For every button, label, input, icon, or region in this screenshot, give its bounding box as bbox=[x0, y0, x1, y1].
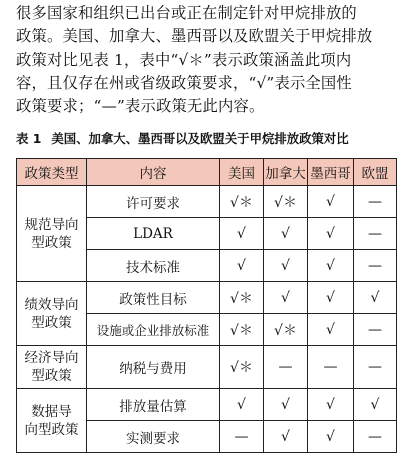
paragraph-line: 政策对比见表 1，表中“√＊”表示政策涵盖此项内 bbox=[16, 50, 352, 69]
content-cell: LDAR bbox=[87, 218, 220, 250]
eu-cell: — bbox=[354, 218, 397, 250]
table-caption-title: 美国、加拿大、墨西哥以及欧盟关于甲烷排放政策对比 bbox=[51, 131, 349, 146]
policy-type-line: 型政策 bbox=[31, 314, 72, 331]
policy-type-cell bbox=[17, 346, 87, 389]
eu-cell: √ bbox=[354, 389, 397, 421]
usa-cell: √＊ bbox=[220, 282, 264, 314]
header-content: 内容 bbox=[87, 159, 220, 186]
mexico-cell: √ bbox=[308, 314, 354, 346]
paragraph-line: 政策。美国、加拿大、墨西哥以及欧盟关于甲烷排放 bbox=[16, 27, 373, 46]
paragraph-line: 政策要求；“—”表示政策无此内容。 bbox=[16, 97, 265, 116]
policy-type-line: 规范导向 bbox=[24, 216, 79, 233]
paragraph-line: 容，且仅存在州或省级政策要求，“√”表示全国性 bbox=[16, 73, 352, 92]
content-cell: 纳税与费用 bbox=[87, 346, 220, 389]
usa-cell: — bbox=[220, 421, 264, 453]
policy-type-line: 经济导向 bbox=[24, 350, 79, 366]
eu-cell: — bbox=[354, 250, 397, 282]
policy-type-line: 型政策 bbox=[31, 368, 72, 384]
table-header-row bbox=[17, 159, 397, 186]
content-cell: 排放量估算 bbox=[87, 389, 220, 421]
mexico-cell: √ bbox=[308, 186, 354, 218]
table-row bbox=[17, 186, 397, 218]
eu-cell: √ bbox=[354, 282, 397, 314]
canada-cell: √ bbox=[264, 282, 308, 314]
usa-cell: √＊ bbox=[220, 314, 264, 346]
mexico-cell: √ bbox=[308, 218, 354, 250]
canada-cell: √ bbox=[264, 389, 308, 421]
mexico-cell: — bbox=[308, 346, 354, 389]
table-row bbox=[17, 346, 397, 389]
usa-cell: √ bbox=[220, 389, 264, 421]
header-usa: 美国 bbox=[220, 159, 264, 186]
canada-cell: √＊ bbox=[264, 186, 308, 218]
mexico-cell: √ bbox=[308, 250, 354, 282]
table-row bbox=[17, 389, 397, 421]
content-cell: 政策性目标 bbox=[87, 282, 220, 314]
table-caption bbox=[16, 130, 406, 148]
eu-cell: — bbox=[354, 346, 397, 389]
canada-cell: √ bbox=[264, 250, 308, 282]
content-cell: 许可要求 bbox=[87, 186, 220, 218]
canada-cell: √ bbox=[264, 218, 308, 250]
header-policy-type: 政策类型 bbox=[17, 159, 87, 186]
policy-type-line: 数据导 bbox=[31, 403, 72, 420]
policy-type-cell bbox=[17, 186, 87, 282]
content-cell: 设施或企业排放标准 bbox=[87, 314, 220, 346]
policy-type-cell bbox=[17, 282, 87, 346]
table-caption-number: 表 1 bbox=[16, 131, 42, 146]
canada-cell: √＊ bbox=[264, 314, 308, 346]
mexico-cell: √ bbox=[308, 389, 354, 421]
eu-cell: — bbox=[354, 314, 397, 346]
paragraph-line: 很多国家和组织已出台或正在制定针对甲烷排放的 bbox=[16, 4, 357, 22]
body-paragraph bbox=[16, 2, 402, 118]
policy-type-cell bbox=[17, 389, 87, 453]
header-canada: 加拿大 bbox=[264, 159, 308, 186]
usa-cell: √ bbox=[220, 218, 264, 250]
eu-cell: — bbox=[354, 186, 397, 218]
canada-cell: — bbox=[264, 346, 308, 389]
policy-comparison-table bbox=[16, 158, 397, 453]
header-eu: 欧盟 bbox=[354, 159, 397, 186]
usa-cell: √ bbox=[220, 250, 264, 282]
header-mexico: 墨西哥 bbox=[308, 159, 354, 186]
canada-cell: √ bbox=[264, 421, 308, 453]
mexico-cell: √ bbox=[308, 282, 354, 314]
policy-type-line: 型政策 bbox=[31, 234, 72, 251]
usa-cell: √＊ bbox=[220, 186, 264, 218]
content-cell: 实测要求 bbox=[87, 421, 220, 453]
usa-cell: √＊ bbox=[220, 346, 264, 389]
policy-type-line: 向型政策 bbox=[24, 421, 79, 438]
mexico-cell: √ bbox=[308, 421, 354, 453]
content-cell: 技术标准 bbox=[87, 250, 220, 282]
table-row bbox=[17, 282, 397, 314]
eu-cell: — bbox=[354, 421, 397, 453]
policy-type-line: 绩效导向 bbox=[24, 296, 79, 313]
